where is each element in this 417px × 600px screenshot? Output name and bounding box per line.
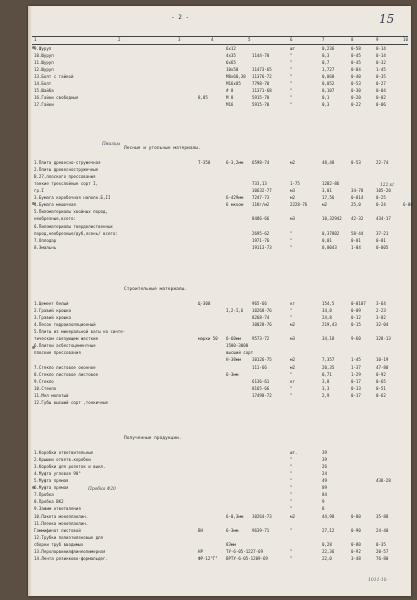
table-cell: " (290, 464, 293, 470)
table-cell: " (290, 392, 293, 398)
table-cell: 32-04 (376, 322, 389, 328)
table-cell: 0-12 (351, 315, 361, 321)
table-cell: 438-28 (376, 478, 391, 484)
table-cell: 0,1 (322, 95, 330, 101)
row-item-name: 11.Пленка моноплаклин. (34, 520, 89, 526)
table-cell: " (290, 548, 293, 554)
row-item-name: 3.Гравий крошка (34, 315, 71, 321)
table-cell: 39 (322, 457, 327, 463)
table-cell: м2 (290, 322, 295, 328)
table-cell: ВРТУ-6-05-1209-69 (226, 555, 268, 561)
column-number: 4 (211, 37, 214, 42)
table-cell: 10268-76 (252, 308, 272, 314)
handwritten-margin-note: 122.к/ (380, 183, 394, 188)
row-item-name: 7.Оплодар (34, 237, 57, 243)
table-cell: " (290, 478, 293, 484)
row-item-name: 2.Гравий крошка (34, 308, 71, 314)
table-cell: 0,01 (322, 237, 332, 243)
column-number: 10 (403, 37, 408, 42)
table-cell: 6-0,3мм (226, 513, 244, 519)
row-item-name: 1.Коробки ответвительные (34, 450, 94, 455)
column-number: 7 (322, 37, 325, 42)
table-cell: 24,8 (322, 315, 332, 321)
table-cell: 7798-70 (252, 81, 270, 87)
table-cell: 22-74 (376, 160, 389, 165)
table-cell: 4x35 (226, 53, 236, 58)
table-cell: 10264-73 (252, 513, 272, 519)
table-cell: Т-350 (198, 160, 211, 165)
column-number: 3 (178, 37, 181, 42)
table-cell: 9-60 (351, 336, 361, 342)
table-cell: 25,0 (351, 202, 361, 208)
table-cell: 0-02 (376, 95, 386, 101)
table-cell: 26 (322, 464, 327, 470)
table-cell: " (290, 244, 293, 250)
table-cell: " (290, 237, 293, 243)
table-cell: 3,01 (322, 188, 332, 194)
row-item-name: 7.Пробка (34, 492, 54, 498)
table-cell: " (290, 371, 293, 377)
column-number: 1 (34, 37, 37, 42)
table-cell: 0-22 (351, 102, 361, 108)
table-cell: ФР-12"Г" (198, 555, 218, 561)
table-cell: 11473-65 (252, 67, 272, 73)
table-cell: 39 (322, 450, 327, 455)
table-cell: 0-53 (351, 160, 361, 165)
table-cell: 1,727 (322, 67, 335, 73)
table-cell: 0-24 (376, 202, 386, 208)
table-cell: 0-92 (376, 371, 386, 377)
table-cell: м3 (290, 336, 295, 342)
table-cell: 0-80 (351, 513, 361, 519)
row-item-name: 3.Бумага коробочная наполн.Б,II (34, 195, 111, 201)
table-cell: 84 (322, 492, 327, 498)
table-cell: 0-0107 (351, 301, 366, 306)
table-cell: 6-00 (403, 202, 413, 208)
table-cell: Н-38мм (226, 357, 241, 363)
table-cell: М16x85 (226, 81, 241, 87)
table-cell: 19113-73 (252, 244, 272, 250)
table-cell: 0,3 (322, 102, 330, 108)
table-cell: 0,0043 (322, 244, 337, 250)
table-cell: 328-13 (376, 336, 391, 342)
table-cell: 6x12 (226, 46, 236, 51)
table-cell: 0-84 (351, 67, 361, 73)
table-cell: 0-01 (376, 237, 386, 243)
table-cell: 0-25 (376, 195, 386, 201)
row-item-name: 12.Губы высший сорт ,тонкичные (34, 399, 108, 405)
row-item-name: 17.Гайки (34, 102, 54, 108)
table-cell: " (290, 230, 293, 236)
table-cell: 0,28 (322, 541, 332, 547)
table-cell: м2 (322, 202, 327, 208)
table-cell: 0-17 (351, 378, 361, 384)
table-cell: 6-429мм (226, 195, 244, 201)
table-cell: 2,9 (322, 392, 330, 398)
table-cell: 1-45 (376, 67, 386, 73)
table-cell: 0-04 (376, 88, 386, 94)
row-item-name: 6.Муфта прямая (34, 485, 69, 491)
row-item-name: сборки труб вводимых (34, 541, 84, 547)
table-cell: 0,37802 (322, 230, 340, 236)
table-cell: 0,236 (322, 46, 335, 51)
table-cell: " (290, 74, 293, 80)
row-item-name: Гаммифинат листовой (34, 527, 81, 533)
table-cell: м3 (290, 216, 295, 222)
row-item-name: 10.Шуруп (34, 53, 54, 58)
table-cell: 9573-72 (252, 336, 270, 342)
table-cell: 44,98 (322, 513, 335, 519)
section-heading: Полученные продукции. (124, 436, 182, 441)
table-cell: 10632-77 (252, 188, 272, 194)
table-cell: кг (290, 301, 295, 306)
table-cell: 0-80 (351, 541, 361, 547)
table-cell: 17,56 (322, 195, 335, 201)
table-cell: 733,13 (252, 181, 267, 187)
table-cell: 1282-86 (322, 181, 340, 187)
archive-stamp: 1011-1b (368, 578, 387, 583)
row-item-name: 2.Крышки ответв.коробки (34, 457, 91, 463)
row-item-name: пород,необрезные/дуб,ясень/ всего: (34, 230, 118, 236)
row-item-name: гр.I (34, 188, 44, 194)
row-item-name: 6.Пиломатериалы твердолиственных (34, 223, 113, 229)
row-item-name: 5.Пиломатериалы хвойных пород, (34, 209, 108, 215)
table-cell: 0-35 (376, 541, 386, 547)
table-cell: " (290, 385, 293, 391)
table-cell: 10x50 (226, 67, 239, 73)
table-cell: 20-57 (376, 548, 389, 554)
table-cell: 0-65 (376, 378, 386, 384)
table-cell: 3-64 (376, 301, 386, 306)
row-item-name: тонкие трехслойные сорт I, (34, 181, 99, 187)
row-item-name: 15.Шайба (34, 88, 54, 94)
table-cell: 22,0 (322, 555, 332, 561)
row-item-name: 5.Муфта прямая (34, 478, 69, 484)
column-number: 9 (376, 37, 379, 42)
table-cell: 8165-66 (252, 385, 270, 391)
table-cell: " (290, 492, 293, 498)
table-cell: 6136-61 (252, 378, 270, 384)
table-cell: 0-09 (351, 308, 361, 314)
table-cell: 6-3мм (226, 527, 239, 533)
table-cell: 8268-74 (252, 315, 270, 321)
table-cell: 1144-70 (252, 53, 270, 58)
table-cell: 7247-73 (252, 195, 270, 201)
table-cell: 0,71 (322, 371, 332, 377)
table-cell: 0-90 (351, 527, 361, 533)
row-item-name: 8.Стекло листовое листовое (34, 371, 99, 377)
table-cell: 27,12 (322, 527, 335, 533)
table-cell: 0-45 (351, 53, 361, 58)
table-cell: " (290, 555, 293, 561)
table-cell: м2 (290, 357, 295, 363)
column-number: 5 (248, 37, 251, 42)
table-cell: 7,357 (322, 357, 335, 363)
table-cell: 24-40 (376, 527, 389, 533)
table-cell: 6-3мм (226, 371, 239, 377)
row-item-name: 4.Песок гидроизоляционный (34, 322, 96, 328)
table-cell: М16 (226, 102, 234, 108)
table-cell: 434-17 (376, 216, 391, 222)
row-item-name: В.27,плоского прессования (34, 174, 96, 180)
table-cell: " (290, 457, 293, 463)
table-cell: 0-13 (351, 385, 361, 391)
row-item-name: необрезные,всего: (34, 216, 76, 222)
table-cell: 154,5 (322, 301, 335, 306)
table-cell: 49 (322, 478, 327, 484)
table-cell: 5915-70 (252, 102, 270, 108)
handwritten-correction: Пвизцы (102, 142, 121, 147)
table-cell: " (290, 499, 293, 505)
table-cell: высший сорт (226, 350, 254, 356)
table-cell: 0-27 (376, 81, 386, 87)
row-item-name: 7.Стекло листовое оконное (34, 364, 96, 370)
row-item-name: 9.Зажим ответвления (34, 506, 81, 512)
table-cell: 1-45 (351, 357, 361, 363)
table-cell: м2 (290, 160, 295, 165)
row-item-name: 10.Стекло (34, 385, 57, 391)
table-cell: 89 (322, 485, 327, 491)
row-item-name: 9.Шуруп (34, 46, 52, 51)
table-cell: 8 (322, 506, 325, 512)
row-item-name: 6.Плитки асбестоцементные (34, 343, 96, 349)
table-cell: 10028-76 (252, 322, 272, 328)
table-cell: " (290, 527, 293, 533)
table-cell: 0-06 (376, 102, 386, 108)
table-cell: 2228-76 (290, 202, 308, 208)
table-cell: 0-92 (351, 548, 361, 554)
row-item-name: плоские прессования (34, 350, 81, 356)
table-cell: 6598-74 (252, 160, 270, 165)
table-cell: 22,36 (322, 548, 335, 554)
table-cell: НР (198, 548, 203, 554)
table-cell: 0,068 (322, 74, 335, 80)
table-cell: 37-21 (376, 230, 389, 236)
table-cell: 0-14 (376, 53, 386, 58)
row-item-name: 1.Плита древесно-стружечная (34, 160, 101, 165)
table-cell: " (290, 308, 293, 314)
column-number: 8 (351, 37, 354, 42)
table-cell: 0-58 (351, 46, 361, 51)
table-cell: 0-32 (376, 60, 386, 66)
table-cell: 0-45 (351, 60, 361, 66)
table-cell: 1-29 (351, 371, 361, 377)
table-cell: шт. (290, 450, 298, 455)
row-item-name: 16.Гайки свободные (34, 95, 79, 101)
table-cell: кг (290, 378, 295, 384)
table-cell: М 8 (226, 95, 234, 101)
table-cell: 11Кг/м2 (252, 202, 270, 208)
folio-number: 15 (379, 12, 395, 26)
row-item-name: 4.Муфта угловая 90° (34, 471, 81, 477)
table-cell: ТУ-6-05-1227-69 (226, 548, 263, 554)
table-cell: 58-44 (351, 230, 364, 236)
column-number-row (28, 37, 411, 42)
table-cell: м2 (290, 513, 295, 519)
table-cell: 6x65 (226, 60, 236, 66)
table-cell: 0-51 (376, 385, 386, 391)
table-cell: I,2-I,6 (226, 308, 244, 314)
table-cell: " (290, 471, 293, 477)
table-cell: 8486-66 (252, 216, 270, 222)
table-cell: 34,18 (322, 336, 335, 342)
table-cell: 6-3,2мм (226, 160, 244, 165)
header-rule (32, 44, 408, 45)
row-item-name: 2.Плиты древесностружечные (34, 167, 99, 173)
table-cell: м2 (290, 364, 295, 370)
table-cell: 3,3 (322, 385, 330, 391)
row-item-name: 3.Коробки для розеток и выкл. (34, 464, 106, 470)
table-cell: 9 (322, 499, 325, 505)
document-page (28, 6, 411, 596)
table-cell: М8x60,38 (226, 74, 246, 80)
table-cell: " (290, 506, 293, 512)
table-cell: 0,3 (322, 53, 330, 58)
table-cell: 0,7 (322, 60, 330, 66)
table-cell: 0-35 (376, 74, 386, 80)
row-item-name: 14.Лента резинково-формальдег. (34, 555, 108, 561)
table-cell: " (290, 102, 293, 108)
table-cell: 10126-75 (252, 357, 272, 363)
table-cell: 10,32942 (322, 216, 342, 222)
row-item-name: 13.Перхлорвинилфлинеолимерная (34, 548, 106, 554)
table-cell: 0-40 (351, 74, 361, 80)
handwritten-note: Пробка Ф20 (88, 487, 116, 492)
table-cell: 2695-62 (252, 230, 270, 236)
row-item-name: 8.Эмальнь (34, 244, 57, 250)
row-item-name: 8.Пробка ВК2 (34, 499, 64, 505)
table-cell: 1-75 (290, 181, 300, 187)
table-cell: 1500-3000 (226, 343, 249, 349)
table-cell: 42-32 (351, 216, 364, 222)
table-cell: 2-23 (376, 308, 386, 314)
table-cell: 0-014 (351, 195, 364, 201)
table-cell: м3 (290, 188, 295, 194)
table-cell: 48,48 (322, 160, 335, 165)
column-number: 6 (290, 37, 293, 42)
row-item-name: 4.Бумага мешочная (34, 202, 76, 208)
table-cell: 111-66 (252, 364, 267, 370)
table-cell: " (290, 88, 293, 94)
table-cell: м2 (290, 195, 295, 201)
row-item-name: тическом связующем жесткие (34, 336, 99, 342)
table-cell: ВН (198, 527, 203, 533)
table-cell: 0-01 (351, 237, 361, 243)
section-heading: Лесные и угольные материалы. (124, 146, 201, 151)
table-cell: марки 50 (198, 336, 218, 342)
row-item-name: 9.Стекло (34, 378, 54, 384)
table-cell: 0-53 (351, 81, 361, 87)
table-cell: 83мм (226, 541, 236, 547)
row-item-name: 10.Пакета моноплаклин. (34, 513, 89, 519)
row-item-name: 11.Мел молотый (34, 392, 69, 398)
row-item-name: 11.Шуруп (34, 60, 54, 66)
table-cell: 3,8 (322, 378, 330, 384)
table-cell: 24 (322, 471, 327, 477)
column-number: 2 (118, 37, 121, 42)
section-heading: Строительные материалы. (124, 287, 188, 292)
table-cell: " (290, 81, 293, 87)
table-cell: " (290, 95, 293, 101)
table-cell: # 8 (226, 88, 234, 94)
table-cell: 0-20 (351, 95, 361, 101)
row-item-name: 12.Трубки полиэтиленовые для (34, 534, 104, 540)
table-cell: 8,85 (198, 95, 208, 101)
table-cell: Ц-300 (198, 301, 211, 306)
table-cell: 105-20 (376, 188, 391, 194)
table-cell: 34-78 (351, 188, 364, 194)
table-cell: " (290, 60, 293, 66)
table-cell: 0,107 (322, 88, 335, 94)
table-cell: 6 мкоом (226, 202, 244, 208)
table-cell: 219,43 (322, 322, 337, 328)
table-cell: " (290, 67, 293, 73)
table-cell: 35-88 (376, 513, 389, 519)
table-cell: 0-17 (351, 392, 361, 398)
table-cell: 34,8 (322, 308, 332, 314)
page-number: - 2 - (171, 14, 190, 21)
table-cell: 20,35 (322, 364, 335, 370)
table-cell: 0-62 (376, 392, 386, 398)
table-cell: 0-30 (351, 88, 361, 94)
table-cell: 10-19 (376, 357, 389, 363)
row-item-name: 13.Болт с гайкой (34, 74, 74, 80)
table-cell: 9639-71 (252, 527, 270, 533)
table-cell: шт (290, 46, 295, 51)
table-cell: 3-02 (376, 315, 386, 321)
table-cell: 0-15 (351, 322, 361, 328)
table-cell: 0,052 (322, 81, 335, 87)
table-cell: " (290, 53, 293, 58)
row-item-name: 5.Плиты из минеральной ваты на синте- (34, 329, 126, 335)
table-cell: " (290, 485, 293, 491)
table-cell: 3-48 (351, 555, 361, 561)
table-cell: 1-37 (351, 364, 361, 370)
row-item-name: 12.Шуруп (34, 67, 54, 73)
table-cell: 6-60мм (226, 336, 241, 342)
row-item-name: 14.Болт (34, 81, 52, 87)
row-item-name: 1.Цемент белый (34, 301, 69, 306)
document-body (28, 6, 411, 596)
table-cell: 1971-76 (252, 237, 270, 243)
table-cell: 5915-70 (252, 95, 270, 101)
table-cell: 11371-68 (252, 88, 272, 94)
table-cell: 0-14 (376, 46, 386, 51)
table-cell: 47-88 (376, 364, 389, 370)
table-cell: 11376-72 (252, 74, 272, 80)
table-cell: 76-80 (376, 555, 389, 561)
table-cell: 1-84 (351, 244, 361, 250)
table-cell: " (290, 315, 293, 321)
table-cell: 17498-72 (252, 392, 272, 398)
table-cell: 0-005 (376, 244, 389, 250)
table-cell: 965-66 (252, 301, 267, 306)
